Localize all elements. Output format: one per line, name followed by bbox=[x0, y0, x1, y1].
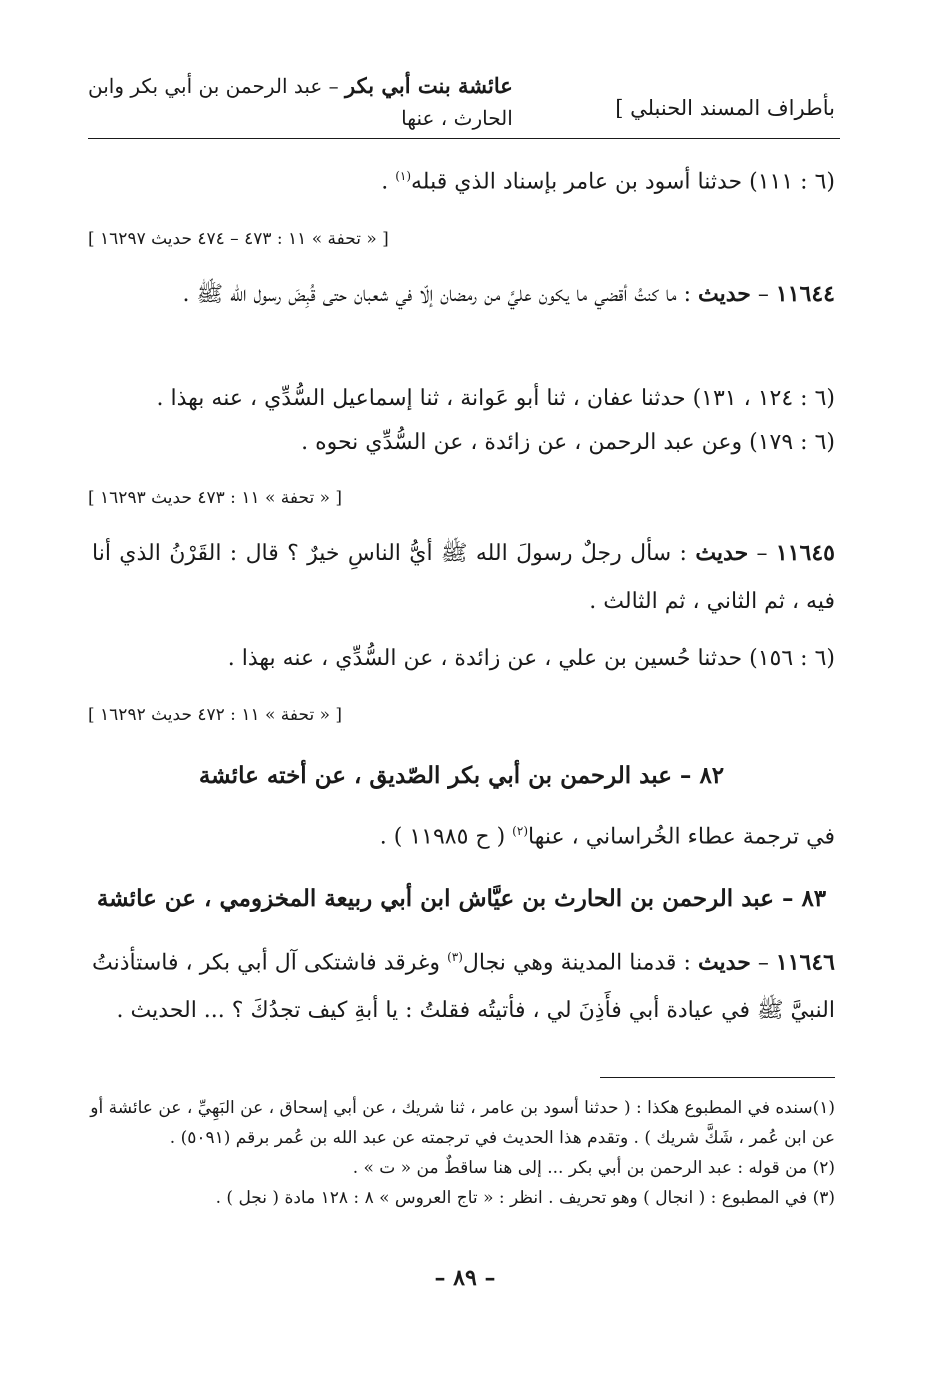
cross-reference-note bbox=[380, 825, 835, 848]
hadith-entry-11645 bbox=[92, 529, 835, 626]
dash: – bbox=[748, 541, 776, 566]
chain-text: (٦ : ١١١) حدثنا أسود بن عامر بإسناد الذي قبله bbox=[411, 169, 835, 195]
note-text-end: ( ح ١١٩٨٥ ) . bbox=[379, 824, 513, 850]
chain-line bbox=[381, 170, 835, 193]
hadith-keyword: حديث bbox=[697, 949, 751, 976]
hadith-entry-11644 bbox=[92, 270, 835, 319]
section-heading-83: ٨٣ – عبد الرحمن بن الحارث بن عيَّاش ابن أبي ربيعة المخزومي ، عن عائشة bbox=[96, 885, 827, 912]
tuhfa-reference: [ « تحفة » ١١ : ٤٧٣ – ٤٧٤ حديث ١٦٢٩٧ ] bbox=[88, 229, 389, 249]
hadith-text-cont: وغرقد فاشتكى آل أبي بكر ، فاستأذنتُ النبيَّ ﷺ في عيادة أبي فأَذِنَ لي ، فأتيتُه فقلتُ : يا أبةِ كيف تجدُكَ ؟ ... الحديث . bbox=[92, 950, 835, 1024]
footnote-marker: (٣) bbox=[447, 950, 463, 964]
hadith-keyword: حديث bbox=[695, 540, 749, 566]
running-header-book-title: بأطراف المسند الحنبلي ] bbox=[615, 96, 835, 120]
tuhfa-reference: [ « تحفة » ١١ : ٤٧٣ حديث ١٦٢٩٣ ] bbox=[88, 488, 343, 508]
header-rule bbox=[88, 138, 840, 139]
running-header-rest: – عبد الرحمن بن أبي بكر وابن bbox=[88, 74, 346, 98]
footnote-marker: (٢) bbox=[512, 824, 528, 838]
running-header-line2: الحارث ، عنها bbox=[401, 106, 513, 130]
chain-line: (٦ : ١٧٩) وعن عبد الرحمن ، عن زائدة ، عن السُّدِّي نحوه . bbox=[301, 430, 835, 455]
chain-text-end: . bbox=[381, 169, 396, 195]
hadith-keyword: حديث bbox=[698, 281, 751, 307]
note-text: في ترجمة عطاء الخُراساني ، عنها bbox=[528, 824, 835, 850]
footnote-3: (٣) في المطبوع : ( انجال ) وهو تحريف . انظر : « تاج العروس » ٨ : ١٢٨ مادة ( نجل ) . bbox=[215, 1188, 835, 1208]
running-header-bold: عائشة بنت أبي بكر bbox=[345, 73, 513, 98]
chain-line: (٦ : ١٥٦) حدثنا حُسين بن علي ، عن زائدة ، عن السُّدِّي ، عنه بهذا . bbox=[227, 646, 835, 671]
hadith-text: : سأل رجلٌ رسولَ الله ﷺ أيُّ الناسِ خيرٌ ؟ قال : القَرْنُ الذي أنا فيه ، ثم الثاني ، ثم الثالث . bbox=[92, 541, 835, 614]
hadith-number: ١١٦٤٤ bbox=[775, 281, 835, 307]
hadith-number: ١١٦٤٥ bbox=[775, 540, 835, 566]
hadith-number: ١١٦٤٦ bbox=[775, 949, 835, 976]
footnote-marker: (١) bbox=[395, 169, 412, 183]
chain-line: (٦ : ١٢٤ ، ١٣١) حدثنا عفان ، ثنا أبو عَوانة ، ثنا إسماعيل السُّدِّي ، عنه بهذا . bbox=[156, 386, 835, 411]
dash: – bbox=[750, 282, 776, 307]
hadith-text: : ما كنتُ أقضي ما يكون عليَّ من رمضان إلّا في شعبان حتى قُبِضَ رسول الله ﷺ . bbox=[182, 282, 699, 307]
footnote-2: (٢) من قوله : عبد الرحمن بن أبي بكر ... إلى هنا ساقطٌ من « ت » . bbox=[352, 1158, 835, 1178]
running-header-section bbox=[88, 70, 513, 134]
tuhfa-reference: [ « تحفة » ١١ : ٤٧٢ حديث ١٦٢٩٢ ] bbox=[88, 705, 343, 725]
chain-block bbox=[90, 377, 835, 465]
footnote-rule bbox=[600, 1077, 835, 1078]
footnote-1: (١)سنده في المطبوع هكذا : ( حدثنا أسود بن عامر ، ثنا شريك ، عن أبي إسحاق ، عن البَهِيِّ ، عن عائشة أو عن ابن عُمر ، شَكَّ شريك ) . وتقدم هذا الحديث في ترجمته عن عبد الله بن عُمر برقم (٥٠٩١) . bbox=[90, 1098, 835, 1148]
section-heading-82: ٨٢ – عبد الرحمن بن أبي بكر الصّديق ، عن أخته عائشة bbox=[198, 762, 725, 789]
dash: – bbox=[750, 950, 776, 976]
hadith-text: : قدمنا المدينة وهي نجال bbox=[462, 950, 698, 976]
running-header-line1 bbox=[88, 70, 513, 102]
page-number: – ٨٩ – bbox=[434, 1265, 496, 1291]
hadith-entry-11646 bbox=[92, 933, 835, 1035]
footnotes bbox=[90, 1093, 835, 1213]
